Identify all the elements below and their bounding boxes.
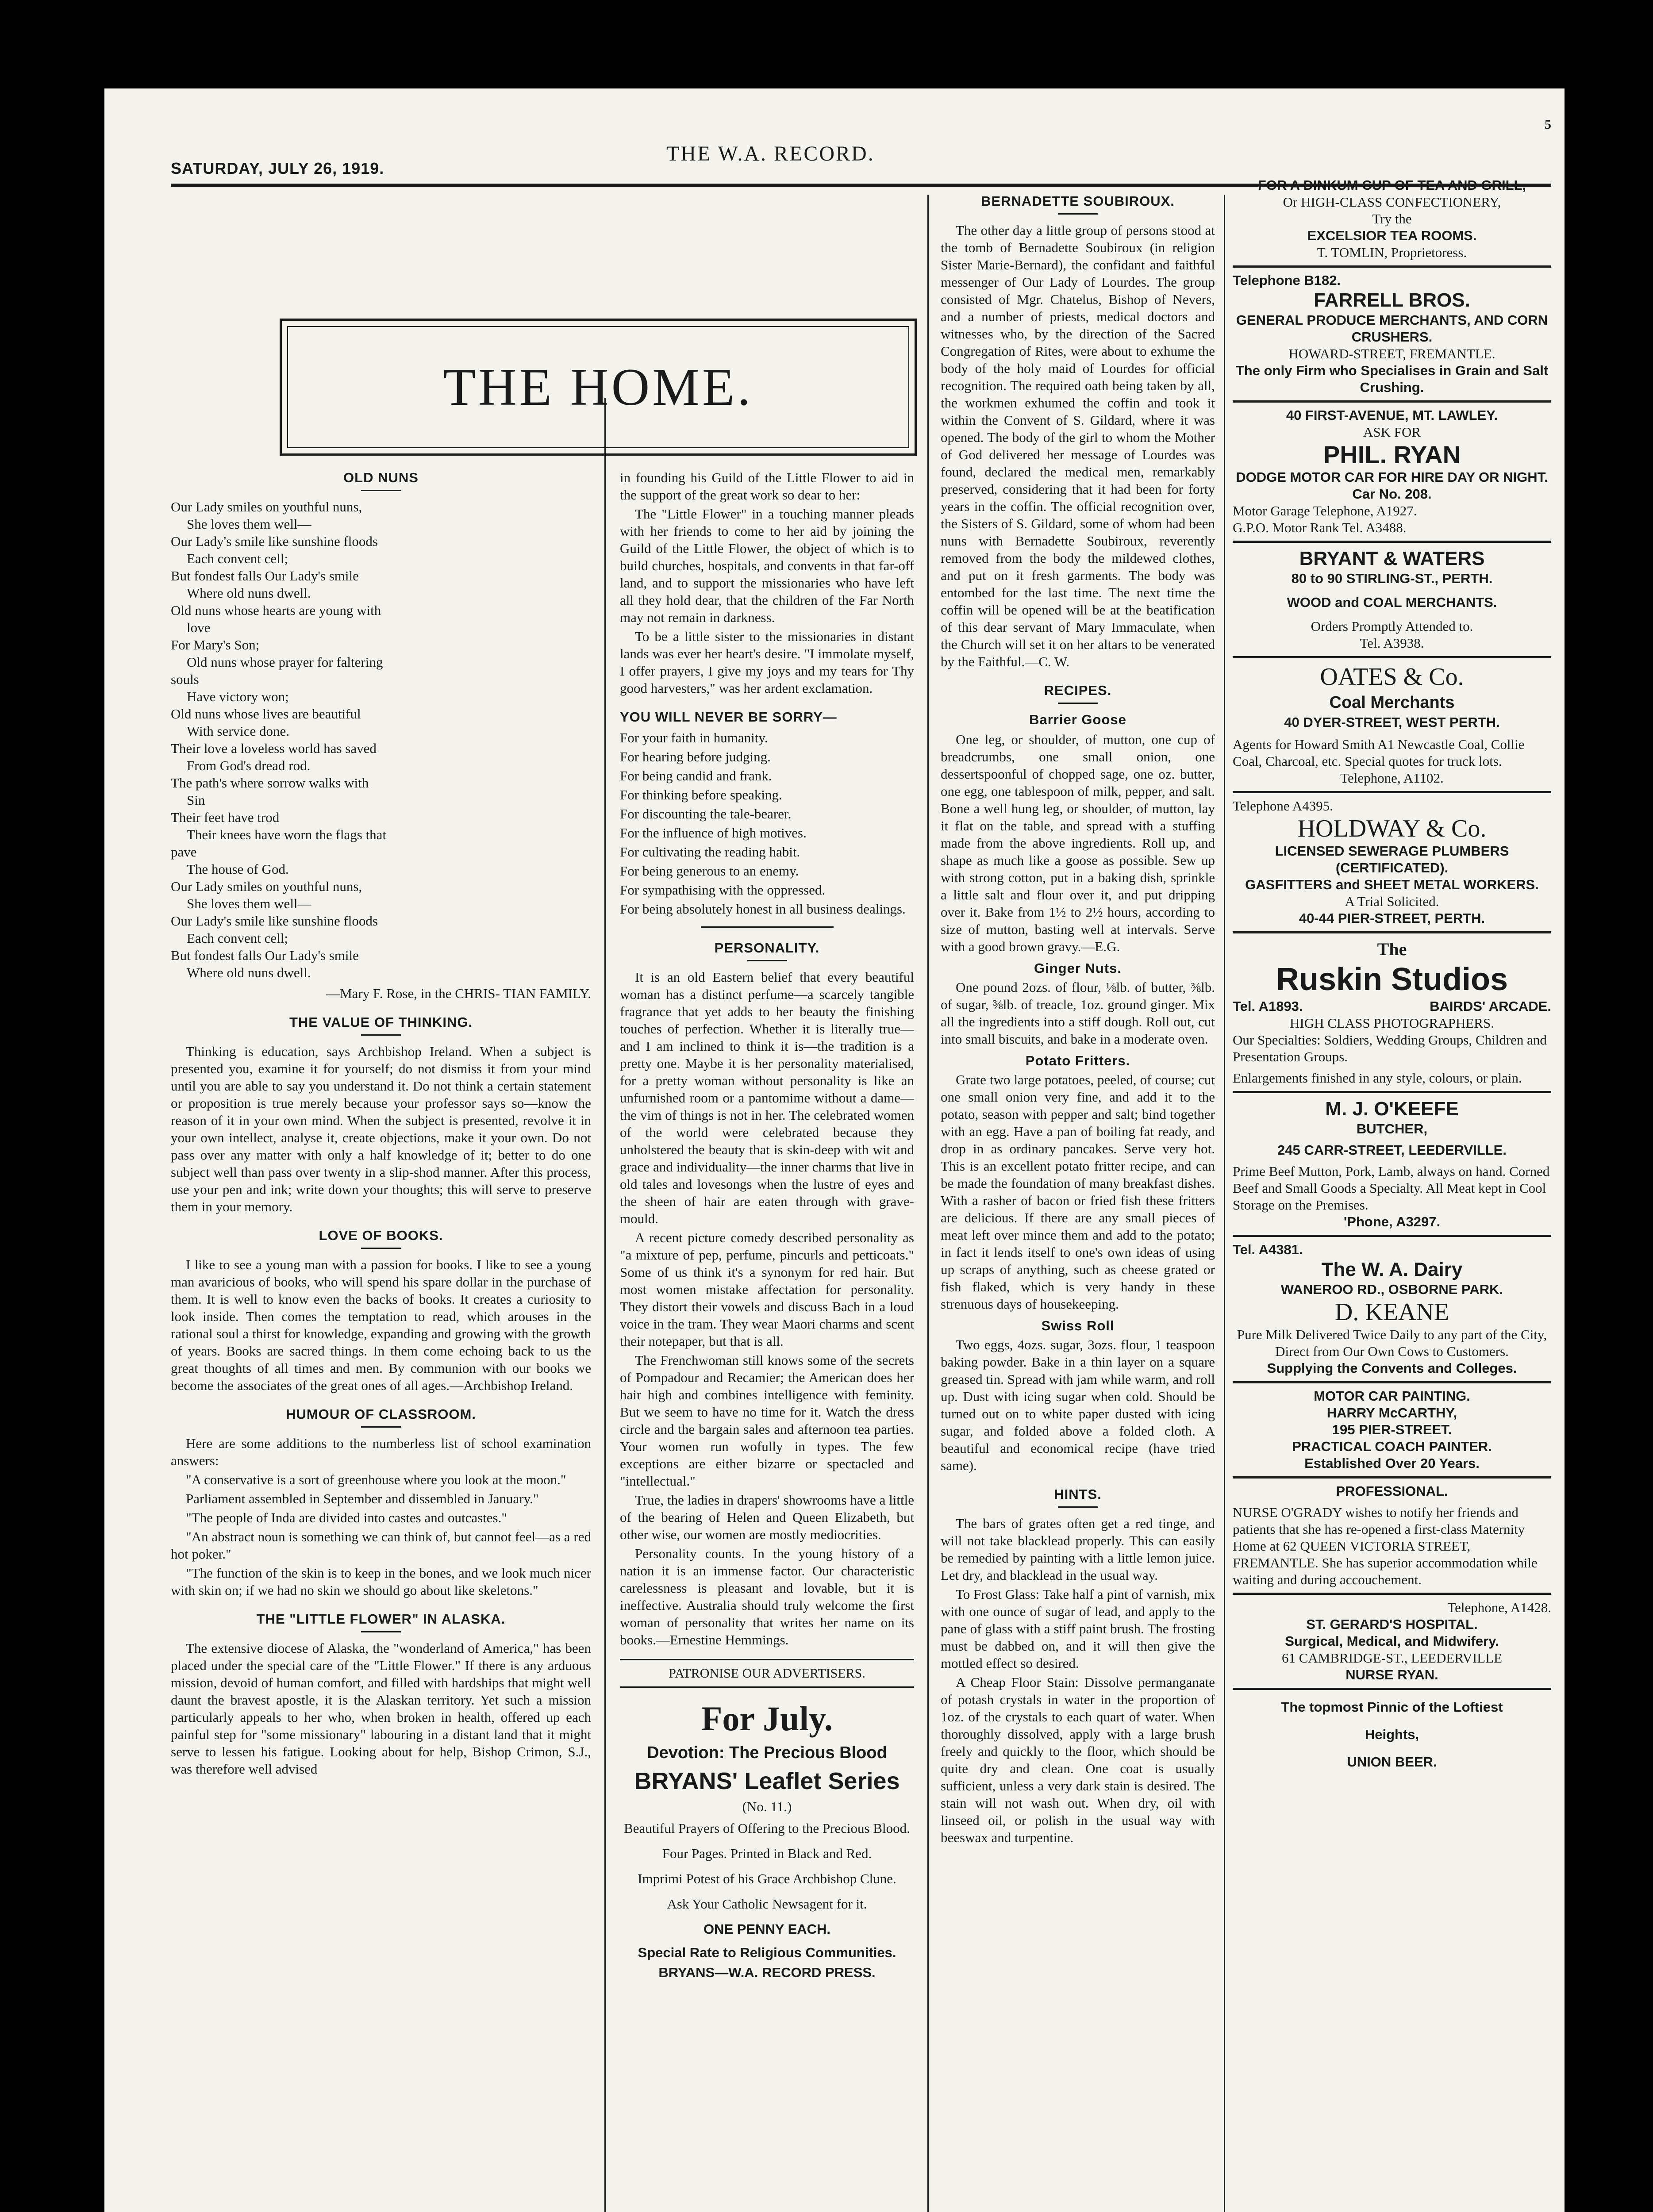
advert-line: Devotion: The Precious Blood <box>647 1743 887 1762</box>
list <box>620 729 914 918</box>
advert-line: Prime Beef Mutton, Pork, Lamb, always on hand. Corned Beef and Small Goods a Specialty. All Meat kept in Cool Storage on the Premises. <box>1233 1164 1550 1213</box>
advert-line: DODGE MOTOR CAR FOR HIRE DAY OR NIGHT. <box>1236 469 1548 485</box>
advert-title: For July. <box>701 1699 833 1738</box>
article-body: It is an old Eastern belief that every beautiful woman has a distinct perfume—a scarcely tangible fragrance that yet adds to her beauty the finishing touches of perfection. Whether it is literally true—and I am inclined to think it is—the tradition is a pretty one. Maybe it is her personality materialised, for a pretty woman without personality is like an unfurnished room or a pantomime without a dame—the vim of things is not in her. The celebrated women of the world were celebrated because they unholstered the beauty that is skin-deep with wit and grace and individuality—the inner charms that live in old tales and lovesongs when the lustre of eyes and the sheen of hair are eaten through with grave-mould. <box>620 969 914 1226</box>
advert-line: Enlargements finished in any style, colours, or plain. <box>1233 1070 1522 1086</box>
advert-name: D. KEANE <box>1334 1298 1449 1326</box>
poem-credit: —Mary F. Rose, in the CHRIS- TIAN FAMILY. <box>326 986 591 1001</box>
poem-line: Old nuns whose hearts are young with <box>171 603 381 618</box>
column-2 <box>620 469 914 1981</box>
poem-line: Old nuns whose prayer for faltering <box>187 654 383 670</box>
advert-line: Four Pages. Printed in Black and Red. <box>662 1846 872 1861</box>
issue-date: SATURDAY, JULY 26, 1919. <box>171 159 384 177</box>
poem-line: souls <box>171 672 199 687</box>
advert-line: Telephone B182. <box>1233 273 1341 288</box>
list-item: For thinking before speaking. <box>620 787 782 803</box>
advert-line: (No. 11.) <box>742 1799 792 1814</box>
advert-line: Special Rate to Religious Communities. <box>638 1945 896 1960</box>
advert-line: Pure Milk Delivered Twice Daily to any part of the City, Direct from Our Own Cows to Customers. <box>1237 1327 1547 1359</box>
column-divider <box>604 398 606 2212</box>
article-heading: OLD NUNS <box>343 470 419 485</box>
article-body: The Frenchwoman still knows some of the secrets of Pompadour and Recamier; the American does her hair high and combines intelligence with feminity. But we seem to have no time for it. Watch the dress circle and the bargain sales and afternoon tea parties. Your women run wofully in types. The few exceptions are either bizarre or spectacled and "intellectual." <box>620 1352 914 1489</box>
article-body: A recent picture comedy described personality as "a mixture of pep, perfume, pincurls and petticoats." Some of us think it's a synonym for red hair. But most women mistake affectation for personality. They distort their vowels and discuss Bach in a loud voice in the tram. They wear Maori charms and scent their notepaper, but that is all. <box>620 1230 914 1349</box>
advert-line: Car No. 208. <box>1352 486 1432 502</box>
advert-line: GENERAL PRODUCE MERCHANTS, AND CORN CRUSHERS. <box>1236 312 1548 345</box>
article-body: "The people of Inda are divided into castes and outcastes." <box>186 1510 507 1525</box>
list-item: For your faith in humanity. <box>620 730 768 745</box>
advert-line: Coal Merchants <box>1329 693 1455 712</box>
article-body: "An abstract noun is something we can think of, but cannot feel—as a red hot poker." <box>171 1529 591 1562</box>
advert-line: WOOD and COAL MERCHANTS. <box>1287 595 1497 610</box>
advert-line: Imprimi Potest of his Grace Archbishop Clune. <box>638 1871 896 1886</box>
column-1 <box>171 469 591 1779</box>
poem-line: Their feet have trod <box>171 810 280 825</box>
advert-line: 40-44 PIER-STREET, PERTH. <box>1299 910 1485 926</box>
recipe-title: Barrier Goose <box>1029 712 1126 727</box>
advert-line: BUTCHER, <box>1356 1121 1428 1137</box>
advert-line: A Trial Solicited. <box>1345 894 1439 909</box>
advert-line: 'Phone, A3297. <box>1343 1214 1441 1229</box>
newspaper-page <box>104 88 1565 2212</box>
advert-line: MOTOR CAR PAINTING. <box>1314 1388 1470 1404</box>
advert-line: Supplying the Convents and Colleges. <box>1267 1360 1517 1376</box>
poem-line: The path's where sorrow walks with <box>171 775 369 791</box>
advert-name: M. J. O'KEEFE <box>1325 1098 1459 1120</box>
advert-name: BRYANT & WATERS <box>1299 548 1485 569</box>
poem-line: But fondest falls Our Lady's smile <box>171 568 359 584</box>
article-heading: PERSONALITY. <box>714 940 820 956</box>
advert-line: The topmost Pinnic of the Loftiest <box>1281 1699 1503 1715</box>
poem-line: Where old nuns dwell. <box>187 965 311 980</box>
poem-line: pave <box>171 844 197 860</box>
patronise-notice: PATRONISE OUR ADVERTISERS. <box>620 1659 914 1688</box>
advert-line: G.P.O. Motor Rank Tel. A3488. <box>1233 520 1407 535</box>
advert-line: EXCELSIOR TEA ROOMS. <box>1307 228 1477 243</box>
advert-line: ASK FOR <box>1363 424 1421 440</box>
poem-line: Sin <box>187 792 205 808</box>
poem-line: Our Lady's smile like sunshine floods <box>171 913 378 929</box>
list-item: For being generous to an enemy. <box>620 863 799 879</box>
advert-name: The W. A. Dairy <box>1321 1259 1463 1280</box>
advert-line: PRACTICAL COACH PAINTER. <box>1292 1439 1492 1454</box>
advert-line: HIGH CLASS PHOTOGRAPHERS. <box>1290 1015 1494 1031</box>
article-body: Personality counts. In the young history of a nation it is an immense factor. Our characteristic carelessness is pleasant and lovable, but it is ineffective. Australia should truly welcome the first woman of personality that writes her name on its books.—Ernestine Hemmings. <box>620 1546 914 1647</box>
advert-line: Telephone, A1102. <box>1340 770 1444 786</box>
article-body: "A conservative is a sort of greenhouse where you look at the moon." <box>186 1472 566 1487</box>
advert-line: Established Over 20 Years. <box>1304 1455 1480 1471</box>
page-number: 5 <box>1545 117 1552 132</box>
advert-line: WANEROO RD., OSBORNE PARK. <box>1280 1282 1503 1297</box>
article-body: To be a little sister to the missionaries in distant lands was ever her heart's desire. "I immolate myself, I offer prayers, I give my joys and my tears for Thy good harvesters," was her ardent exclamation. <box>620 629 914 696</box>
list-item: For being candid and frank. <box>620 768 772 783</box>
list-item: For the influence of high motives. <box>620 825 807 841</box>
article-body: The other day a little group of persons stood at the tomb of Bernadette Soubiroux (in religion Sister Marie-Bernard), the confidant and faithful messenger of Our Lady of Lourdes. The group consisted of Mgr. Chatelus, Bishop of Nevers, and a number of priests, medical doctors and witnesses who, by the direction of the Sacred Congregation of Rites, were about to exhume the body of the holy maid of Lourdes for official recognition. The required oath being taken by all, the workmen exhumed the coffin and took it within the Convent of S. Gildard, where it was opened. The body of the girl to whom the Mother of God delivered her message of Lourdes was found, declared the medical men, remarkably preserved, considering that it had been for forty years in the coffin. The official recognition over, the Sisters of S. Gildard, some of whom had been nuns with Bernadette Soubiroux, reverently removed from the body the mildewed clothes, and put on it fresh garments. The body was entombed for the last time. The next time the coffin will be opened will be at the beatification of this dear servant of Mary Immaculate, when the Church will set it on her altars to be venerated by the Faithful.—C. W. <box>941 223 1215 669</box>
advert-name: Ruskin Studios <box>1276 962 1508 997</box>
advert-line: The <box>1377 939 1407 959</box>
advert-line: ONE PENNY EACH. <box>703 1921 831 1937</box>
article-heading: BERNADETTE SOUBIROUX. <box>981 193 1175 209</box>
list-item: For hearing before judging. <box>620 749 771 764</box>
advert-line: Beautiful Prayers of Offering to the Precious Blood. <box>624 1820 910 1836</box>
advert-line: Or HIGH-CLASS CONFECTIONERY, <box>1283 194 1501 210</box>
advert-line: Tel. A1893. <box>1233 998 1303 1014</box>
list-item: For sympathising with the oppressed. <box>620 882 826 898</box>
poem <box>171 498 591 981</box>
advert-line: Tel. A4381. <box>1233 1242 1303 1257</box>
advert-line: 40 DYER-STREET, WEST PERTH. <box>1284 714 1500 730</box>
advert-line: GASFITTERS and SHEET METAL WORKERS. <box>1245 877 1539 892</box>
advert-line: ST. GERARD'S HOSPITAL. <box>1306 1617 1478 1632</box>
advert-name: FARRELL BROS. <box>1314 289 1470 311</box>
advert-line: BRYANS' Leaflet Series <box>634 1768 900 1794</box>
recipe-body: Two eggs, 4ozs. sugar, 3ozs. flour, 1 teaspoon baking powder. Bake in a thin layer on a square greased tin. Spread with jam while warm, and roll up. Dust with icing sugar when cold. Should be turned out on to white paper dusted with icing sugar, and folded above a folded cloth. A beautiful and economical recipe (have tried same). <box>941 1337 1215 1473</box>
advert-line: Telephone A4395. <box>1233 798 1333 814</box>
poem-line: Our Lady's smile like sunshine floods <box>171 534 378 549</box>
poem-line: Our Lady smiles on youthful nuns, <box>171 879 362 894</box>
article-body: The extensive diocese of Alaska, the "wonderland of America," has been placed under the special care of the "Little Flower." If there is any arduous mission, devoid of human comfort, and filled with hardships that might well daunt the bravest apostle, it is the Alaskan territory. Yet such a mission particularly appeals to her who, when broken in health, offered up each painful step for "some missionary" labouring in a distant land that it might serve to lessen his fatigue. Looking about for help, Bishop Crimon, S.J., was therefore well advised <box>171 1640 591 1777</box>
article-body: A Cheap Floor Stain: Dissolve permanganate of potash crystals in water in the proportion of 1oz. of the crystals to each quart of water. When thoroughly dissolved, apply with a large brush freely and quickly to the floor, which should be quite dry and clean. One coat is usually sufficient, unless a very dark stain is desired. The stain will not wash out. When dry, oil with linseed oil, or polish in the usual way with beeswax and turpentine. <box>941 1674 1215 1845</box>
article-heading: HINTS. <box>1054 1486 1102 1502</box>
advert-line: Ask Your Catholic Newsagent for it. <box>667 1896 867 1912</box>
advert-line: Our Specialties: Soldiers, Wedding Groups, Children and Presentation Groups. <box>1233 1032 1547 1064</box>
article-body: in founding his Guild of the Little Flower to aid in the support of the great work so dear to her: <box>620 470 914 503</box>
recipe-title: Ginger Nuts. <box>1034 960 1122 976</box>
recipe-body: One pound 2ozs. of flour, ⅛lb. of butter, ⅜lb. of sugar, ⅜lb. of treacle, 1oz. ground ginger. Mix all the ingredients into a stiff dough. Roll out, cut into small biscuits, and bake in a moderate oven. <box>941 979 1215 1047</box>
section-title-box <box>280 319 917 456</box>
advert-line: Tel. A3938. <box>1360 635 1424 651</box>
article-body: Thinking is education, says Archbishop Ireland. When a subject is presented you, examine it for yourself; do not dismiss it from your mind until you are able to say you understand it. Do not think a certain statement or proposition is true merely because your professor says so—know the reason of it in your own mind. When the subject is presented, revolve it in your own intellect, analyse it, create objections, make it your own. Do not pass over any matter with only a half knowledge of it; better to do one subject well than pass over twenty in a slip-shod manner. After this process, use your pen and ink; write down your thoughts; this will serve to preserve them in your memory. <box>171 1044 591 1214</box>
article-heading: RECIPES. <box>1044 683 1112 698</box>
advert-name: PHIL. RYAN <box>1323 441 1461 469</box>
column-3 <box>941 192 1215 1848</box>
poem-line: love <box>187 620 211 635</box>
advert-line: 80 to 90 STIRLING-ST., PERTH. <box>1291 571 1493 586</box>
advert-line: Telephone, A1428. <box>1447 1600 1551 1615</box>
advert-line: FOR A DINKUM CUP OF TEA AND GRILL, <box>1257 177 1526 193</box>
advert-line: The only Firm who Specialises in Grain and Salt Crushing. <box>1235 363 1549 395</box>
article-body: To Frost Glass: Take half a pint of varnish, mix with one ounce of sugar of lead, and apply to the pane of glass with a stiff paint brush. The frosting must be dabbed on, and it will then give the mottled effect so desired. <box>941 1586 1215 1671</box>
poem-line: Each convent cell; <box>187 551 288 566</box>
advert-line: Surgical, Medical, and Midwifery. <box>1285 1633 1499 1649</box>
article-body: The bars of grates often get a red tinge, and will not take blacklead properly. This can easily be remedied by painting with a little lemon juice. Let dry, and blacklead in the usual way. <box>941 1516 1215 1583</box>
article-heading: LOVE OF BOOKS. <box>319 1228 443 1243</box>
poem-line: From God's dread rod. <box>187 758 311 773</box>
article-body: True, the ladies in drapers' showrooms have a little of the bearing of Helen and Queen Elizabeth, but other wise, our women are mostly mediocrities. <box>620 1492 914 1542</box>
advert-line: Orders Promptly Attended to. <box>1311 618 1473 634</box>
advert-line: Agents for Howard Smith A1 Newcastle Coal, Collie Coal, Charcoal, etc. Special quotes for truck lots. <box>1233 737 1525 769</box>
recipe-title: Potato Fritters. <box>1025 1053 1130 1068</box>
section-title: THE HOME. <box>443 357 753 416</box>
poem-line: Their love a loveless world has saved <box>171 741 377 756</box>
article-body: Here are some additions to the numberless list of school examination answers: <box>171 1436 591 1468</box>
poem-line: Have victory won; <box>187 689 289 704</box>
poem-line: With service done. <box>187 723 290 739</box>
poem-line: For Mary's Son; <box>171 637 260 653</box>
poem-line: She loves them well— <box>187 516 311 532</box>
article-body: "The function of the skin is to keep in the bones, and we look much nicer with skin on; if we had no skin we should go about like skeletons." <box>171 1565 591 1598</box>
article-body: I like to see a young man with a passion for books. I like to see a young man avaricious of books, who will spend his spare dollar in the purchase of them. It is well to know even the backs of books. It creates a curiosity to look inside. Then comes the temptation to read, which arouses in the rational soul a thirst for knowledge, expanding and growing with the growth of years. Books are sacred things. In them come echoing back to us the great thoughts of all times and men. By communion with our books we become the associates of the great ones of all ages.—Archbishop Ireland. <box>171 1257 591 1393</box>
advert-line: 40 FIRST-AVENUE, MT. LAWLEY. <box>1286 407 1498 423</box>
advert-name: OATES & Co. <box>1320 663 1464 691</box>
advert-name: HOLDWAY & Co. <box>1297 815 1487 842</box>
poem-line: Their knees have worn the flags that <box>187 827 387 842</box>
list-item: For being absolutely honest in all business dealings. <box>620 901 906 917</box>
list-item: For discounting the tale-bearer. <box>620 806 792 822</box>
poem-line: But fondest falls Our Lady's smile <box>171 948 359 963</box>
advert-line: NURSE RYAN. <box>1345 1667 1438 1682</box>
advert-line: HOWARD-STREET, FREMANTLE. <box>1288 346 1495 361</box>
article-heading: YOU WILL NEVER BE SORRY— <box>620 709 837 725</box>
masthead-title: THE W.A. RECORD. <box>666 142 875 165</box>
advert-line: HARRY McCARTHY, <box>1326 1405 1457 1421</box>
list-item: For cultivating the reading habit. <box>620 844 800 860</box>
advert-line: UNION BEER. <box>1347 1754 1437 1770</box>
advert-line: 245 CARR-STREET, LEEDERVILLE. <box>1277 1142 1507 1158</box>
article-body: The "Little Flower" in a touching manner pleads with her friends to come to her aid by joining the Guild of the Little Flower, the object of which is to build churches, hospitals, and convents in that far-off land, and to support the missionaries who have left all they hold dear, that the children of the Far North may not remain in darkness. <box>620 506 914 625</box>
recipe-body: One leg, or shoulder, of mutton, one cup of breadcrumbs, one small onion, one dessertspoonful of chopped sage, one oz. butter, one egg, one tablespoon of milk, pepper, and salt. Bone a well hung leg, or shoulder, of mutton, lay it flat on the table, and spread with a stuffing made from the above ingredients. Roll up, and shape as much like a goose as possible. Sew up with strong cotton, put in a baking dish, sprinkle a little salt and flour over it, and put dripping over it. Bake from 1½ to 2½ hours, according to size of mutton, basting well at intervals. Serve with a good brown gravy.—E.G. <box>941 732 1215 954</box>
advert-line: LICENSED SEWERAGE PLUMBERS (CERTIFICATED). <box>1275 843 1509 876</box>
poem-line: Each convent cell; <box>187 930 288 946</box>
advert-july <box>620 1698 914 1981</box>
advert-line: Motor Garage Telephone, A1927. <box>1233 503 1417 518</box>
column-divider <box>927 195 929 2212</box>
recipe-body: Grate two large potatoes, peeled, of course; cut one small onion very fine, and add it to the potato, season with pepper and salt; bind together with an egg. Have a pan of boiling fat ready, and drop in as ordinary pancakes. Serve very hot. This is an excellent potato fritter recipe, and can be made the foundation of many breakfast dishes. With a rasher of bacon or fried fish these fritters are delicious. If there are any small pieces of meat left over mince them and add to the potato; in fact it lends itself to one's own ideas of using up scraps of anything, such as cheese grated or fish flaked, which is very handy in these strenuous days of housekeeping. <box>941 1072 1215 1312</box>
poem-line: Our Lady smiles on youthful nuns, <box>171 499 362 515</box>
poem-line: Old nuns whose lives are beautiful <box>171 706 361 722</box>
advert-line: 195 PIER-STREET. <box>1332 1422 1452 1437</box>
advert-column <box>1233 177 1551 1770</box>
poem-line: Where old nuns dwell. <box>187 585 311 601</box>
article-heading: THE "LITTLE FLOWER" IN ALASKA. <box>256 1611 506 1627</box>
recipe-title: Swiss Roll <box>1041 1318 1115 1333</box>
article-heading: HUMOUR OF CLASSROOM. <box>286 1406 476 1422</box>
advert-heading: PROFESSIONAL. <box>1336 1483 1448 1499</box>
advert-line: Heights, <box>1365 1727 1419 1742</box>
advert-line: T. TOMLIN, Proprietoress. <box>1317 245 1467 260</box>
advert-line: Try the <box>1372 211 1412 227</box>
column-divider <box>1224 195 1225 2212</box>
poem-line: She loves them well— <box>187 896 311 911</box>
poem-line: The house of God. <box>187 861 289 877</box>
article-body: Parliament assembled in September and dissembled in January." <box>186 1491 539 1506</box>
advert-line: NURSE O'GRADY wishes to notify her friends and patients that she has re-opened a first-class Maternity Home at 62 QUEEN VICTORIA STREET, FREMANTLE. She has superior accommodation while waiting and during accouchement. <box>1233 1505 1538 1587</box>
advert-line: 61 CAMBRIDGE-ST., LEEDERVILLE <box>1281 1650 1503 1666</box>
advert-line: BAIRDS' ARCADE. <box>1430 998 1551 1014</box>
advert-line: BRYANS—W.A. RECORD PRESS. <box>658 1965 876 1980</box>
article-heading: THE VALUE OF THINKING. <box>289 1014 473 1030</box>
